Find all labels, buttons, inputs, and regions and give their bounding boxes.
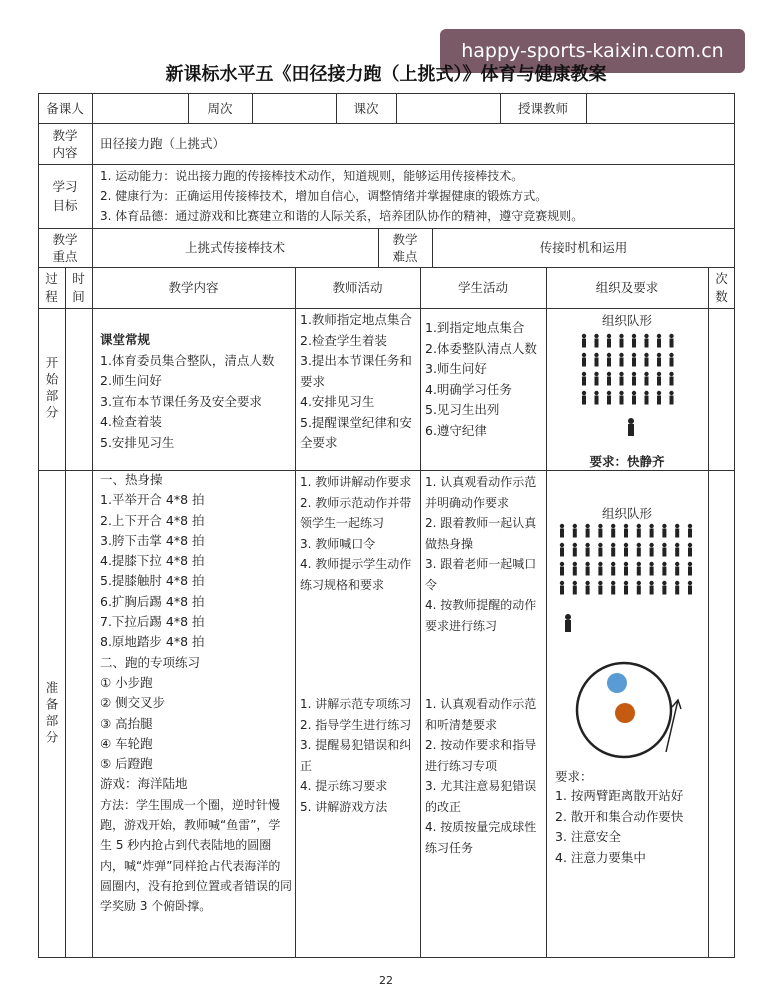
student-marker xyxy=(644,334,648,338)
student-marker xyxy=(598,581,602,585)
list-item: ⑤ 后蹬跑 xyxy=(100,756,153,772)
student-marker-body xyxy=(645,377,649,386)
student-marker xyxy=(560,562,564,566)
content-value: 田径接力跑（上挑式） xyxy=(100,136,226,151)
sea-marker xyxy=(615,703,635,723)
student-marker xyxy=(632,372,636,376)
student-marker xyxy=(649,543,653,547)
student-marker-body xyxy=(560,548,564,557)
student-marker xyxy=(585,524,589,528)
list-item: ② 侧交叉步 xyxy=(100,695,166,711)
student-marker-body xyxy=(611,586,615,595)
student-marker-body xyxy=(611,567,615,576)
student-marker xyxy=(657,334,661,338)
student-marker xyxy=(669,353,673,357)
student-marker xyxy=(598,543,602,547)
student-marker-body xyxy=(688,529,692,538)
student-marker xyxy=(637,581,641,585)
list-item: 4.安排见习生 xyxy=(300,394,375,409)
student-marker-body xyxy=(582,358,586,367)
student-marker-body xyxy=(573,586,577,595)
teacher-label: 授课教师 xyxy=(517,100,568,116)
student-marker-body xyxy=(650,567,654,576)
goals-list xyxy=(100,166,730,226)
page-title: 新课标水平五《田径接力跑（上挑式）》体育与健康教案 xyxy=(165,64,607,85)
student-marker-body xyxy=(624,548,628,557)
student-marker xyxy=(632,334,636,338)
list-item: 3.师生问好 xyxy=(425,361,487,376)
teacher-marker xyxy=(628,418,634,436)
student-marker-body xyxy=(624,586,628,595)
student-marker xyxy=(624,543,628,547)
student-marker xyxy=(657,372,661,376)
student-marker xyxy=(669,372,673,376)
student-marker-body xyxy=(657,377,661,386)
student-marker-body xyxy=(620,396,624,405)
student-marker-body xyxy=(637,567,641,576)
start-teacher-activity xyxy=(300,310,417,454)
process-header: 过 程 xyxy=(45,270,58,304)
student-marker xyxy=(573,562,577,566)
student-marker-body xyxy=(637,529,641,538)
student-marker-body xyxy=(586,567,590,576)
student-marker xyxy=(675,543,679,547)
student-marker-body xyxy=(657,396,661,405)
key-points-value: 上挑式传接棒技术 xyxy=(184,240,285,255)
content-heading: 课堂常规 xyxy=(100,332,151,347)
student-marker xyxy=(688,562,692,566)
list-item: 一、热身操 xyxy=(100,472,163,487)
teacher-header: 教师活动 xyxy=(332,280,383,295)
student-marker-body xyxy=(657,339,661,348)
list-item: ④ 车轮跑 xyxy=(100,735,153,751)
student-marker-body xyxy=(632,396,636,405)
student-marker-body xyxy=(632,358,636,367)
prep-requirements-label: 要求： xyxy=(555,769,593,784)
land-marker xyxy=(607,673,627,693)
student-marker xyxy=(637,543,641,547)
list-item: 4.提膝下拉 4*8 拍 xyxy=(100,553,205,569)
student-marker xyxy=(624,581,628,585)
prep-teacher-activity-2: 1. 讲解示范专项练习 2. 指导学生进行练习 3. 提醒易犯错误和纠正 4. 提示练习要求 5. 讲解游戏方法 xyxy=(300,697,412,814)
start-content xyxy=(100,330,292,453)
student-marker xyxy=(560,524,564,528)
list-item: 4.检查着装 xyxy=(100,414,162,429)
site-watermark: happy-sports-kaixin.com.cn xyxy=(440,29,745,73)
student-marker xyxy=(688,543,692,547)
student-marker xyxy=(573,524,577,528)
student-marker-body xyxy=(595,358,599,367)
student-marker xyxy=(598,524,602,528)
student-marker-body xyxy=(607,358,611,367)
list-item: ③ 高抬腿 xyxy=(100,715,153,731)
prep-formation-diagram xyxy=(546,520,708,765)
difficulty-label: 教学 难点 xyxy=(392,231,418,264)
student-marker xyxy=(649,562,653,566)
prep-section-label: 准备部分 xyxy=(44,681,59,747)
student-marker xyxy=(607,372,611,376)
student-marker-body xyxy=(611,548,615,557)
student-marker-body xyxy=(637,548,641,557)
student-marker-body xyxy=(645,358,649,367)
student-marker xyxy=(644,391,648,395)
student-marker-body xyxy=(582,339,586,348)
student-marker xyxy=(582,391,586,395)
list-item: 3.宣布本节课任务及安全要求 xyxy=(100,393,262,409)
student-marker-body xyxy=(662,548,666,557)
key-points-label: 教学 重点 xyxy=(52,231,78,264)
list-item: 2.师生问好 xyxy=(100,373,162,388)
student-marker xyxy=(607,391,611,395)
list-item: 4. 注意力要集中 xyxy=(555,849,646,865)
student-marker-body xyxy=(670,339,674,348)
student-marker-body xyxy=(688,586,692,595)
student-marker-body xyxy=(670,396,674,405)
list-item: ① 小步跑 xyxy=(100,674,153,690)
student-marker xyxy=(582,353,586,357)
list-item: 6.扩胸后踢 4*8 拍 xyxy=(100,593,205,609)
prep-student-activity-1: 1. 认真观看动作示范并明确动作要求 2. 跟着教师一起认真做热身操 3. 跟着老师一起喊口令 4. 按教师提醒的动作要求进行练习 xyxy=(425,475,537,633)
student-marker-body xyxy=(650,529,654,538)
list-item: 1.体育委员集合整队，清点人数 xyxy=(100,352,275,368)
student-marker-body xyxy=(662,586,666,595)
student-marker xyxy=(688,524,692,528)
student-marker xyxy=(669,391,673,395)
student-marker-body xyxy=(688,548,692,557)
student-marker-body xyxy=(688,567,692,576)
student-marker-body xyxy=(624,529,628,538)
student-marker-body xyxy=(607,396,611,405)
student-marker-body xyxy=(560,529,564,538)
student-marker-body xyxy=(573,548,577,557)
organization-header: 组织及要求 xyxy=(595,280,659,295)
student-marker-body xyxy=(598,586,602,595)
student-marker xyxy=(669,334,673,338)
student-marker xyxy=(585,562,589,566)
student-marker-body xyxy=(595,377,599,386)
student-marker-body xyxy=(650,548,654,557)
time-header: 时 间 xyxy=(72,270,85,304)
student-marker xyxy=(619,353,623,357)
student-marker-body xyxy=(560,586,564,595)
prep-teacher-activity-1: 1. 教师讲解动作要求 2. 教师示范动作并带领学生一起练习 3. 教师喊口令 4. 教师提示学生动作练习规格和要求 xyxy=(300,475,412,592)
student-marker-body xyxy=(607,377,611,386)
student-marker-body xyxy=(573,567,577,576)
student-marker xyxy=(611,524,615,528)
student-marker-body xyxy=(586,529,590,538)
student-marker xyxy=(662,562,666,566)
content-label: 教学 内容 xyxy=(52,127,78,160)
list-item: 二、跑的专项练习 xyxy=(100,654,201,670)
student-marker-body xyxy=(645,396,649,405)
student-header: 学生活动 xyxy=(457,280,508,295)
game-description: 方法：学生围成一个圈，逆时针慢跑，游戏开始，教师喊“鱼雷”，学生 5 秒内抢占到代表陆地的圆圈内，喊“炸弹”同样抢占代表海洋的圆圈内，没有抢到位置或者错误的同学奖励 3 个俯卧撑。 xyxy=(100,797,293,914)
student-marker-body xyxy=(650,586,654,595)
student-marker-body xyxy=(620,377,624,386)
student-marker-body xyxy=(620,358,624,367)
student-marker-body xyxy=(611,529,615,538)
student-marker xyxy=(649,524,653,528)
student-marker-body xyxy=(582,377,586,386)
prep-requirements-list xyxy=(555,786,703,868)
list-item: 6.遵守纪律 xyxy=(425,422,487,438)
student-marker xyxy=(637,562,641,566)
start-section-label: 开始部分 xyxy=(44,356,59,422)
student-marker xyxy=(624,562,628,566)
page-number: 22 xyxy=(379,974,393,987)
prep-formation-title: 组织队形 xyxy=(601,506,652,521)
student-marker xyxy=(662,543,666,547)
difficulty-value: 传接时机和运用 xyxy=(539,240,628,255)
student-marker-body xyxy=(675,529,679,538)
prep-student-activity-2: 1. 认真观看动作示范和听清楚要求 2. 按动作要求和指导进行练习专项 3. 尤其注意易犯错误的改正 4. 按质按量完成球性练习任务 xyxy=(425,697,537,855)
student-marker xyxy=(594,391,598,395)
student-marker xyxy=(594,372,598,376)
list-item: 2.上下开合 4*8 拍 xyxy=(100,512,205,528)
student-marker xyxy=(573,581,577,585)
student-marker-body xyxy=(607,339,611,348)
list-item: 5.提醒课堂纪律和安全要求 xyxy=(300,414,412,450)
list-item: 2.检查学生着装 xyxy=(300,332,387,348)
student-marker xyxy=(632,353,636,357)
student-marker xyxy=(619,372,623,376)
goal-item: 3. 体育品德：通过游戏和比赛建立和谐的人际关系，培养团队协作的精神，遵守竞赛规则。 xyxy=(100,209,584,223)
lesson-number-label: 课次 xyxy=(353,100,379,116)
list-item: 3.提出本节课任务和要求 xyxy=(300,353,412,389)
student-marker-body xyxy=(598,529,602,538)
student-marker-body xyxy=(586,548,590,557)
student-marker xyxy=(573,543,577,547)
student-marker xyxy=(611,543,615,547)
student-marker-body xyxy=(662,529,666,538)
student-marker xyxy=(611,581,615,585)
student-marker xyxy=(582,372,586,376)
list-item: 1.平举开合 4*8 拍 xyxy=(100,492,205,508)
student-marker-body xyxy=(598,548,602,557)
student-marker xyxy=(662,524,666,528)
list-item: 5.提膝触肘 4*8 拍 xyxy=(100,573,205,589)
count-header: 次 数 xyxy=(715,270,728,304)
list-item: 1.到指定地点集合 xyxy=(425,320,525,335)
student-marker-body xyxy=(632,339,636,348)
student-marker-body xyxy=(675,548,679,557)
student-marker-body xyxy=(645,339,649,348)
student-marker xyxy=(688,581,692,585)
student-marker xyxy=(607,334,611,338)
student-marker xyxy=(657,391,661,395)
student-marker xyxy=(619,334,623,338)
content-header: 教学内容 xyxy=(168,280,219,295)
student-marker-body xyxy=(598,567,602,576)
student-marker-body xyxy=(637,586,641,595)
student-marker xyxy=(594,334,598,338)
student-marker xyxy=(675,562,679,566)
student-marker xyxy=(598,562,602,566)
student-marker-body xyxy=(624,567,628,576)
list-item: 5.安排见习生 xyxy=(100,434,175,450)
list-item: 1. 按两臂距离散开站好 xyxy=(555,788,684,803)
prep-content xyxy=(100,470,292,917)
student-marker xyxy=(644,372,648,376)
start-requirement: 要求：快静齐 xyxy=(589,454,665,469)
student-marker-body xyxy=(573,529,577,538)
student-marker xyxy=(632,391,636,395)
student-marker xyxy=(560,581,564,585)
student-marker-body xyxy=(662,567,666,576)
student-marker xyxy=(611,562,615,566)
start-student-activity xyxy=(425,318,543,441)
student-marker xyxy=(675,581,679,585)
student-marker xyxy=(637,524,641,528)
student-marker xyxy=(657,353,661,357)
student-marker-body xyxy=(670,377,674,386)
student-marker xyxy=(644,353,648,357)
start-formation-diagram xyxy=(546,330,708,445)
teacher-marker xyxy=(565,614,571,632)
student-marker-body xyxy=(595,396,599,405)
student-marker-body xyxy=(620,339,624,348)
student-marker-body xyxy=(582,396,586,405)
goal-item: 2. 健康行为：正确运用传接棒技术，增加自信心，调整情绪并掌握健康的锻炼方式。 xyxy=(100,189,548,203)
student-marker xyxy=(582,334,586,338)
list-item: 3. 注意安全 xyxy=(555,829,621,844)
student-marker xyxy=(662,581,666,585)
student-marker-body xyxy=(586,586,590,595)
student-marker-body xyxy=(675,567,679,576)
list-item: 2. 散开和集合动作要快 xyxy=(555,808,684,824)
start-formation-title: 组织队形 xyxy=(601,313,652,328)
list-item: 1.教师指定地点集合 xyxy=(300,312,412,327)
list-item: 4.明确学习任务 xyxy=(425,381,512,397)
student-marker-body xyxy=(595,339,599,348)
list-item: 2.体委整队清点人数 xyxy=(425,340,537,356)
student-marker-body xyxy=(560,567,564,576)
student-marker xyxy=(619,391,623,395)
goals-label: 学习 目标 xyxy=(52,179,78,213)
student-marker-body xyxy=(670,358,674,367)
student-marker xyxy=(585,581,589,585)
list-item: 3.胯下击掌 4*8 拍 xyxy=(100,532,205,548)
prep-person-label: 备课人 xyxy=(46,100,84,116)
student-marker-body xyxy=(675,586,679,595)
student-marker xyxy=(585,543,589,547)
list-item: 8.原地踏步 4*8 拍 xyxy=(100,634,205,650)
student-marker xyxy=(607,353,611,357)
list-item: 7.下拉后踢 4*8 拍 xyxy=(100,614,205,630)
student-marker xyxy=(624,524,628,528)
student-marker xyxy=(649,581,653,585)
week-label: 周次 xyxy=(207,100,233,116)
goal-item: 1. 运动能力：说出接力跑的传接棒技术动作，知道规则，能够运用传接棒技术。 xyxy=(100,169,524,183)
list-item: 5.见习生出列 xyxy=(425,402,500,417)
list-item: 游戏：海洋陆地 xyxy=(100,776,188,792)
student-marker-body xyxy=(657,358,661,367)
student-marker xyxy=(560,543,564,547)
student-marker-body xyxy=(632,377,636,386)
student-marker xyxy=(675,524,679,528)
student-marker xyxy=(594,353,598,357)
